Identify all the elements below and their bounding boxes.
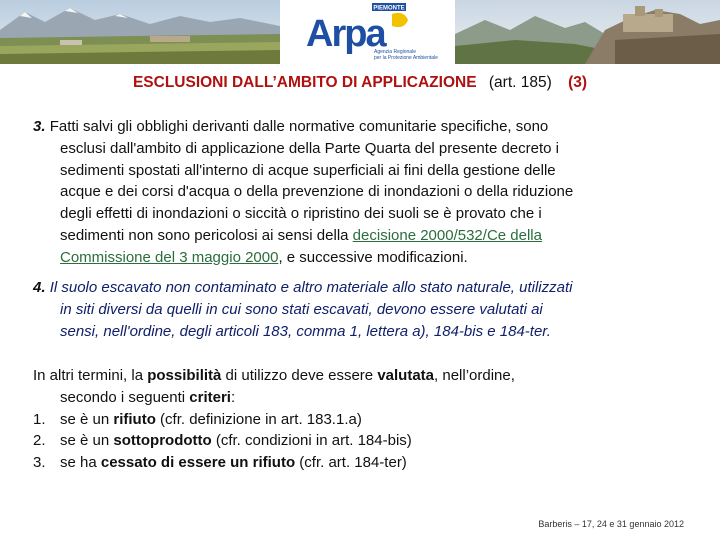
criteria-intro-line-2 — [33, 387, 688, 409]
paragraph-3 — [33, 116, 688, 269]
title-article: (art. 185) — [488, 74, 552, 91]
arpa-logo — [280, 0, 455, 64]
header-banner — [0, 0, 720, 64]
criteria-intro-line-1 — [33, 365, 688, 387]
criteria-item-2 — [33, 430, 688, 452]
arpa-logo-area — [280, 0, 455, 64]
criteria-item-number: 2. — [33, 432, 46, 450]
paragraph-4-text: Il suolo escavato non contaminato e altro materiale allo stato naturale, utilizzati — [49, 279, 573, 296]
criteria-item-bold: rifiuto — [113, 410, 156, 428]
criteria-item-pre: se ha — [60, 454, 101, 472]
logo-region-text: PIEMONTE — [373, 5, 405, 12]
paragraph-4 — [33, 277, 688, 342]
intro-line2-text: secondo i seguenti — [60, 388, 190, 406]
paragraph-3-text: Fatti salvi gli obblighi derivanti dalle normative comunitarie specifiche, sono — [49, 118, 549, 135]
paragraph-3-line-6 — [33, 225, 688, 247]
criteria-item-3 — [33, 452, 688, 474]
criteria-item-pre: se è un — [60, 432, 114, 450]
paragraph-4-line-1 — [33, 277, 688, 299]
intro-line2-bold: criteri — [189, 388, 231, 406]
criteria-item-bold: cessato di essere un rifiuto — [100, 454, 296, 472]
intro-line2-colon: : — [230, 388, 236, 406]
criteria-item-pre: se è un — [60, 410, 114, 428]
paragraph-4-line-3: sensi, nell'ordine, degli articoli 183, comma 1, lettera a), 184-bis e 184-ter. — [60, 322, 551, 340]
paragraph-3-line-5: degli effetti di inondazioni o siccità o ripristino dei suoli se è provato che i — [60, 205, 542, 223]
criteria-item-post: (cfr. condizioni in art. 184-bis) — [211, 432, 412, 450]
intro-bold-2: valutata — [377, 367, 435, 384]
criteria-item-bold: sottoprodotto — [113, 432, 212, 450]
criteria-item-number: 1. — [33, 410, 46, 428]
criteria-item-post: (cfr. art. 184-ter) — [295, 454, 407, 472]
paragraph-3-line-7 — [33, 247, 688, 269]
title-number: (3) — [568, 74, 588, 91]
paragraph-4-number: 4. — [33, 279, 46, 296]
paragraph-criteria — [33, 365, 688, 474]
paragraph-4-line-2: in siti diversi da quelli in cui sono stati escavati, devono essere valutati ai — [60, 300, 543, 318]
intro-bold-1: possibilità — [147, 367, 222, 384]
criteria-item-post: (cfr. definizione in art. 183.1.a) — [155, 410, 362, 428]
paragraph-3-number: 3. — [33, 118, 46, 135]
decision-link-part-1[interactable]: decisione 2000/532/Ce della — [352, 226, 542, 244]
paragraph-3-line-7-text: , e successive modificazioni. — [278, 248, 468, 266]
criteria-item-number: 3. — [33, 454, 46, 472]
intro-text-2: di utilizzo deve essere — [221, 367, 378, 384]
logo-agency-line-2: per la Protezione Ambientale — [374, 55, 438, 61]
logo-brand-text: Arpa — [306, 13, 385, 55]
title-main: ESCLUSIONI DALL’AMBITO DI APPLICAZIONE — [132, 74, 477, 91]
landscape-photo-left — [0, 0, 280, 64]
paragraph-3-line-2: esclusi dall'ambito di applicazione della Parte Quarta del presente decreto i — [60, 139, 559, 157]
paragraph-3-line-4: acque e dei corsi d'acqua o della prevenzione di inondazioni o della riduzione — [60, 183, 574, 201]
criteria-item-1 — [33, 409, 688, 431]
decision-link-part-2[interactable]: Commissione del 3 maggio 2000 — [60, 248, 279, 266]
intro-text-1: In altri termini, la — [33, 367, 148, 384]
intro-text-3: , nell’ordine, — [434, 367, 515, 384]
paragraph-3-line-3: sedimenti spostati all'interno di acque superficiali ai fini della gestione delle — [60, 161, 556, 179]
slide-title — [0, 74, 720, 92]
footer-credit: Barberis – 17, 24 e 31 gennaio 2012 — [538, 519, 684, 529]
logo-agency-line-1: Agenzia Regionale — [374, 49, 416, 55]
paragraph-3-line-1 — [33, 116, 688, 138]
paragraph-3-line-6-text: sedimenti non sono pericolosi ai sensi della — [60, 226, 353, 244]
landscape-photo-right — [455, 0, 720, 64]
